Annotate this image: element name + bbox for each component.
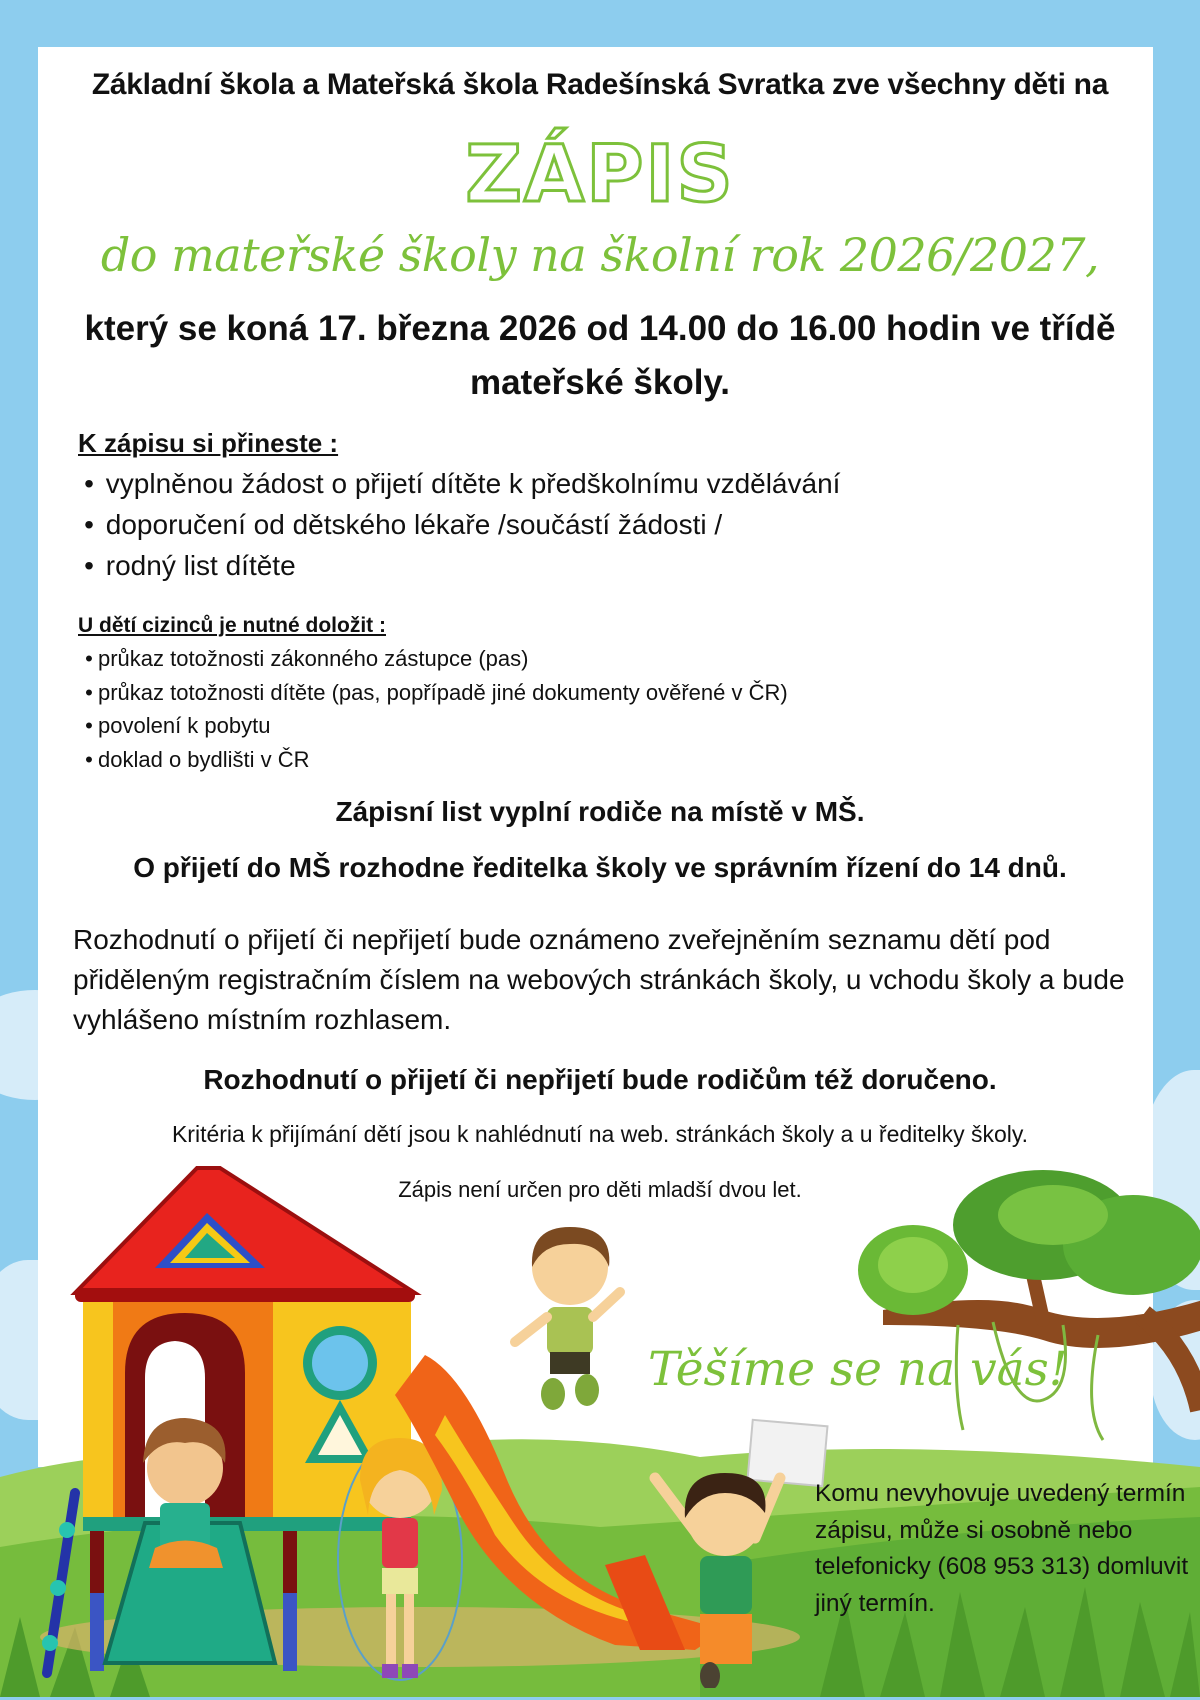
decision-notice: O přijetí do MŠ rozhodne ředitelka školy ve správním řízení do 14 dnů. [133, 852, 1067, 883]
boy-with-paper-icon [630, 1418, 830, 1688]
list-item: • vyplněnou žádost o přijetí dítěte k předškolnímu vzdělávání [78, 463, 840, 504]
bring-section [78, 428, 840, 586]
bullet-icon: • [85, 746, 93, 772]
list-item: • průkaz totožnosti dítěte (pas, popřípadě jiné dokumenty ověřené v ČR) [78, 676, 788, 710]
foreigners-heading: U dětí cizinců je nutné doložit : [78, 614, 386, 637]
greeting: Těšíme se na vás! [648, 1342, 1068, 1397]
criteria-notice: Kritéria k přijímání dětí jsou k nahlédnutí na web. stránkách školy a u ředitelky školy. [171, 1121, 1029, 1147]
delivery-notice: Rozhodnutí o přijetí či nepřijetí bude rodičům též doručeno. [203, 1064, 997, 1095]
tree-icon [843, 1150, 1200, 1450]
event-date-time: který se koná 17. března 2026 od 14.00 do 16.00 hodin ve třídě mateřské školy. [84, 309, 1116, 402]
contact-notice: Komu nevyhovuje uvedený termín zápisu, může si osobně nebo telefonicky (608 953 313) domluvit jiný termín. [815, 1480, 1189, 1617]
age-notice: Zápis není určen pro děti mladší dvou let. [398, 1177, 802, 1202]
list-item: • rodný list dítěte [78, 545, 840, 586]
jumping-boy-icon [505, 1222, 645, 1422]
publication-notice: Rozhodnutí o přijetí či nepřijetí bude oznámeno zveřejněním seznamu dětí pod přiděleným registračním číslem na webových stránkách školy, u vchodu školy a bude vyhlášeno místním rozhlasem. [73, 924, 1125, 1035]
bring-heading: K zápisu si přineste : [78, 428, 339, 458]
bullet-icon: • [84, 550, 94, 581]
bullet-icon: • [85, 679, 93, 705]
list-item: • povolení k pobytu [78, 709, 788, 743]
list-item: • doporučení od dětského lékaře /součástí žádosti / [78, 504, 840, 545]
list-item: • průkaz totožnosti zákonného zástupce (pas) [78, 642, 788, 676]
bullet-icon: • [85, 713, 93, 738]
subtitle: do mateřské školy na školní rok 2026/2027, [100, 228, 1100, 282]
page-title: ZÁPIS [465, 130, 735, 220]
bullet-icon: • [84, 509, 94, 540]
bullet-icon: • [85, 646, 93, 671]
list-item: • doklad o bydlišti v ČR [78, 743, 788, 777]
bullet-icon: • [84, 468, 94, 499]
foreigners-section [78, 614, 788, 776]
school-invitation: Základní škola a Mateřská škola Radešínská Svratka zve všechny děti na [91, 68, 1109, 101]
form-notice: Zápisní list vyplní rodiče na místě v MŠ. [335, 796, 865, 827]
